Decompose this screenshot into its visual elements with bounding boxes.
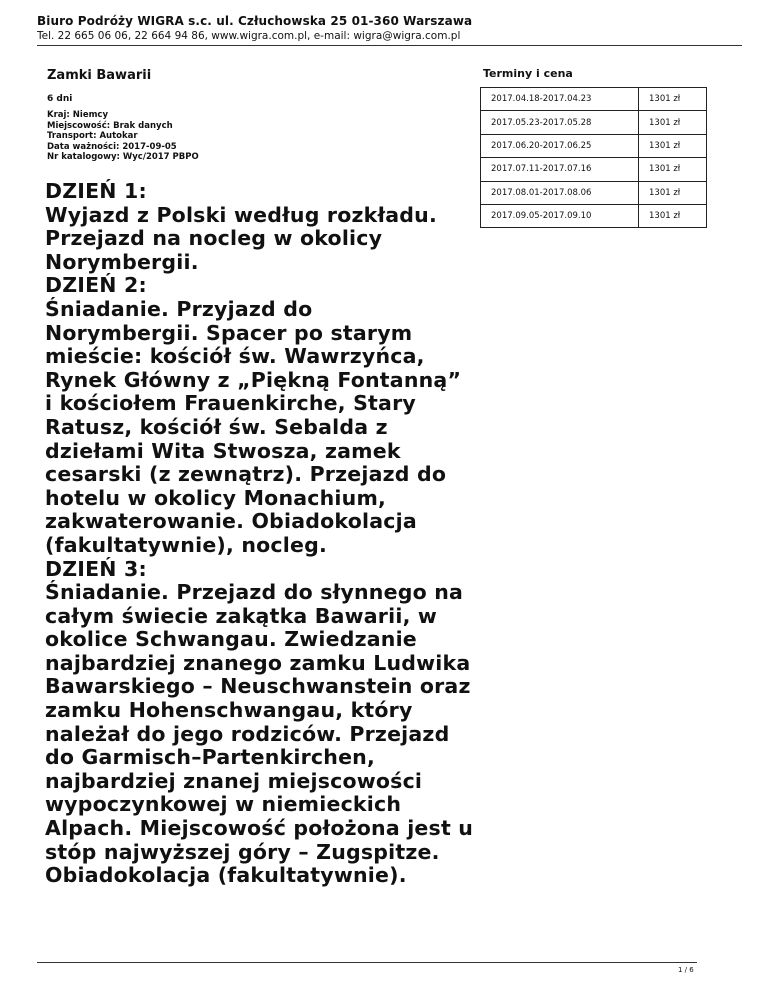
terms-row <box>481 88 707 111</box>
itinerary-line: mieście: kościół św. Wawrzyńca, <box>45 344 425 369</box>
itinerary-line: Bawarskiego – Neuschwanstein oraz <box>45 674 471 699</box>
terms-row <box>481 111 707 134</box>
itinerary-line: DZIEŃ 2: <box>45 273 147 298</box>
itinerary-line: zakwaterowanie. Obiadokolacja <box>45 509 417 534</box>
term-price: 1301 zł <box>639 134 707 157</box>
itinerary-line: całym świecie zakątka Bawarii, w <box>45 603 438 628</box>
term-price: 1301 zł <box>639 204 707 227</box>
terms-row <box>481 204 707 227</box>
term-price: 1301 zł <box>639 158 707 181</box>
itinerary-line: Rynek Główny z „Piękną Fontanną” <box>45 367 462 392</box>
terms-row <box>481 134 707 157</box>
trip-details <box>47 110 199 163</box>
detail-transport: Transport: Autokar <box>47 131 138 141</box>
itinerary-line: i kościołem Frauenkirche, Stary <box>45 391 416 416</box>
itinerary-line: Norymbergii. Spacer po starym <box>45 320 413 345</box>
terms-row <box>481 181 707 204</box>
itinerary-line: Obiadokolacja (fakultatywnie). <box>45 863 407 888</box>
term-dates: 2017.09.05-2017.09.10 <box>481 204 639 227</box>
term-dates: 2017.08.01-2017.08.06 <box>481 181 639 204</box>
term-dates: 2017.06.20-2017.06.25 <box>481 134 639 157</box>
itinerary-line: zamku Hohenschwangau, który <box>45 698 413 723</box>
detail-catalog-number: Nr katalogowy: Wyc/2017 PBPO <box>47 152 199 162</box>
itinerary-line: cesarski (z zewnątrz). Przejazd do <box>45 462 447 487</box>
itinerary-line: stóp najwyższej góry – Zugspitze. <box>45 839 440 864</box>
itinerary-line: Przejazd na nocleg w okolicy <box>45 226 383 251</box>
itinerary-line: Śniadanie. Przejazd do słynnego na <box>45 580 464 605</box>
itinerary-line: Ratusz, kościół św. Sebalda z <box>45 414 388 439</box>
itinerary-line: (fakultatywnie), nocleg. <box>45 532 327 557</box>
itinerary-line: Wyjazd z Polski według rozkładu. <box>45 202 437 227</box>
itinerary-text <box>45 180 485 888</box>
company-name: Biuro Podróży WIGRA s.c. ul. Człuchowska 25 01-360 Warszawa <box>37 14 473 28</box>
itinerary-line: DZIEŃ 1: <box>45 179 147 203</box>
company-contact: Tel. 22 665 06 06, 22 664 94 86, www.wigra.com.pl, e-mail: wigra@wigra.com.pl <box>37 30 461 42</box>
itinerary-line: Norymbergii. <box>45 249 199 274</box>
terms-heading: Terminy i cena <box>483 67 573 80</box>
itinerary-line: do Garmisch–Partenkirchen, <box>45 745 375 770</box>
itinerary-line: Śniadanie. Przyjazd do <box>45 296 313 321</box>
trip-duration: 6 dni <box>47 94 73 104</box>
term-price: 1301 zł <box>639 111 707 134</box>
itinerary-line: Alpach. Miejscowość położona jest u <box>45 816 474 841</box>
itinerary-line: DZIEŃ 3: <box>45 556 147 581</box>
itinerary-line: należał do jego rodziców. Przejazd <box>45 721 450 746</box>
terms-row <box>481 158 707 181</box>
header-divider <box>37 45 742 46</box>
detail-location: Miejscowość: Brak danych <box>47 120 173 131</box>
detail-valid-until: Data ważności: 2017-09-05 <box>47 141 177 152</box>
itinerary-line: najbardziej znanej miejscowości <box>45 768 423 793</box>
footer-divider <box>37 962 697 963</box>
page-header <box>37 14 734 43</box>
term-price: 1301 zł <box>639 181 707 204</box>
term-dates: 2017.04.18-2017.04.23 <box>481 88 639 111</box>
itinerary-line: najbardziej znanego zamku Ludwika <box>45 650 471 675</box>
itinerary-line: dziełami Wita Stwosza, zamek <box>45 438 401 463</box>
detail-country: Kraj: Niemcy <box>47 110 109 120</box>
term-dates: 2017.05.23-2017.05.28 <box>481 111 639 134</box>
itinerary-line: hotelu w okolicy Monachium, <box>45 485 386 510</box>
page-number: 1 / 6 <box>678 966 694 974</box>
itinerary-line: wypoczynkowej w niemieckich <box>45 792 402 817</box>
terms-table <box>480 87 707 228</box>
trip-title: Zamki Bawarii <box>47 68 152 83</box>
itinerary-line: okolice Schwangau. Zwiedzanie <box>45 627 417 652</box>
term-price: 1301 zł <box>639 88 707 111</box>
term-dates: 2017.07.11-2017.07.16 <box>481 158 639 181</box>
